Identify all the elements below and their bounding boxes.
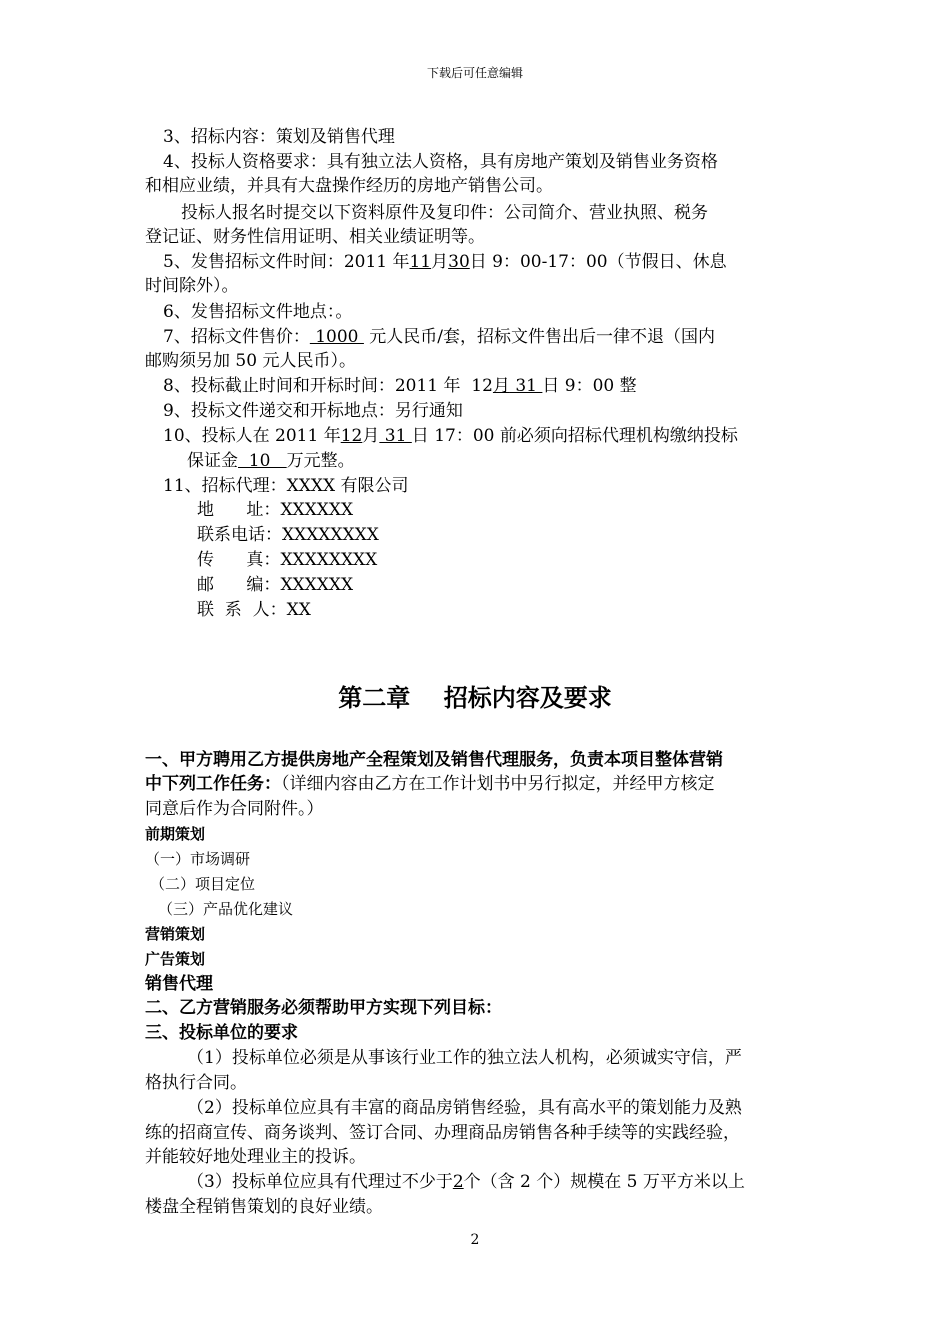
item-3: 3、招标内容：策划及销售代理 <box>163 127 395 147</box>
req3-line1 <box>187 1170 745 1194</box>
item-6: 6、发售招标文件地点：。 <box>163 302 353 322</box>
req3-count: 2 <box>452 1172 464 1192</box>
req3-line2: 楼盘全程销售策划的良好业绩。 <box>145 1197 383 1217</box>
req2-line1: （2）投标单位应具有丰富的商品房销售经验，具有高水平的策划能力及熟 <box>187 1098 742 1118</box>
sec2-p1-line3: 同意后作为合同附件。） <box>145 799 324 819</box>
contact-label: 地 址： <box>197 500 281 520</box>
contact-value: XXXXXXXX <box>280 550 378 570</box>
item-11: 11、招标代理：XXXX 有限公司 <box>163 476 409 496</box>
item-10-line1 <box>163 424 738 448</box>
sec2-p1-line1: 一、甲方聘用乙方提供房地产全程策划及销售代理服务，负责本项目整体营销 <box>145 750 723 770</box>
item-10-suffix: 日 17：00 前必须向招标代理机构缴纳投标 <box>411 426 738 446</box>
contact-value: XXXXXXXX <box>282 525 379 545</box>
item-10-month-suffix: 月 <box>362 426 380 446</box>
contact-address <box>197 498 353 522</box>
sales-agency-heading: 销售代理 <box>145 974 213 994</box>
pre-planning-heading: 前期策划 <box>145 825 206 843</box>
item-5-line2: 时间除外）。 <box>145 276 239 296</box>
contact-label: 联系电话： <box>197 525 282 545</box>
item-9: 9、投标文件递交和开标地点：另行通知 <box>163 401 463 421</box>
sub-product-optimization: （三）产品优化建议 <box>158 900 294 918</box>
contact-value: XXXXXX <box>280 575 354 595</box>
contact-value: XXXXXX <box>280 500 354 520</box>
item-5-month-suffix: 月 <box>431 252 449 272</box>
contact-person <box>197 598 311 622</box>
sub-project-positioning: （二）项目定位 <box>150 875 256 893</box>
item-7-price: 1000 <box>309 327 364 347</box>
docs-line2: 登记证、财务性信用证明、相关业绩证明等。 <box>145 227 485 247</box>
marketing-heading: 营销策划 <box>145 925 206 943</box>
item-8-prefix: 8、投标截止时间和开标时间：2011 年 12 <box>163 376 493 396</box>
item-8-suffix: 日 9：00 整 <box>542 376 637 396</box>
item-10-day: 31 <box>379 426 412 446</box>
sec2-p1-line2 <box>145 772 715 796</box>
item-10-deposit: 10 <box>238 451 287 471</box>
contact-label: 邮 编： <box>197 575 281 595</box>
item-7-line2: 邮购须另加 50 元人民币）。 <box>145 351 356 371</box>
item-7-suffix: 元人民币/套，招标文件售出后一律不退（国内 <box>363 327 716 347</box>
page-header: 下载后可任意编辑 <box>426 66 523 80</box>
sub-market-research: （一）市场调研 <box>145 850 251 868</box>
sec2-p1-normal: （详细内容由乙方在工作计划书中另行拟定，并经甲方核定 <box>281 774 715 794</box>
contact-value: XX <box>286 600 311 620</box>
req3-prefix: （3）投标单位应具有代理过不少于 <box>187 1172 453 1192</box>
contact-postcode <box>197 573 353 597</box>
page-number: 2 <box>470 1232 480 1248</box>
item-4-line1: 4、投标人资格要求：具有独立法人资格，具有房地产策划及销售业务资格 <box>163 152 718 172</box>
advertising-heading: 广告策划 <box>145 950 206 968</box>
req2-line3: 并能较好地处理业主的投诉。 <box>145 1147 366 1167</box>
req2-line2: 练的招商宣传、商务谈判、签订合同、办理商品房销售各种手续等的实践经验， <box>145 1123 740 1143</box>
item-10-prefix: 10、投标人在 2011 年 <box>163 426 341 446</box>
contact-label: 传 真： <box>197 550 281 570</box>
item-5-prefix: 5、发售招标文件时间：2011 年 <box>163 252 410 272</box>
item-4-line2: 和相应业绩，并具有大盘操作经历的房地产销售公司。 <box>145 176 553 196</box>
sec2-p3: 三、投标单位的要求 <box>145 1023 298 1043</box>
chapter-title: 第二章 招标内容及要求 <box>338 684 612 712</box>
item-8-day: 31 <box>509 376 543 396</box>
item-10-month: 12 <box>340 426 363 446</box>
item-10-line2 <box>187 449 355 473</box>
contact-label: 联 系 人： <box>197 600 287 620</box>
contact-fax <box>197 548 377 572</box>
contact-phone <box>197 523 379 547</box>
item-10-l2-prefix: 保证金 <box>187 451 238 471</box>
item-7-line1 <box>163 325 715 349</box>
item-5-month: 11 <box>409 252 432 272</box>
item-7-prefix: 7、招标文件售价： <box>163 327 310 347</box>
req3-suffix: 个（含 2 个）规模在 5 万平方米以上 <box>463 1172 745 1192</box>
item-10-l2-suffix: 万元整。 <box>286 451 355 471</box>
req1-line1: （1）投标单位必须是从事该行业工作的独立法人机构，必须诚实守信，严 <box>187 1048 742 1068</box>
sec2-p2: 二、乙方营销服务必须帮助甲方实现下列目标： <box>145 998 502 1018</box>
item-8 <box>163 374 637 398</box>
item-8-mid: 月 <box>492 376 510 396</box>
item-5-day: 30 <box>448 252 470 272</box>
sec2-p1-bold: 中下列工作任务： <box>145 774 281 794</box>
item-5-line1 <box>163 250 727 274</box>
req1-line2: 格执行合同。 <box>145 1073 247 1093</box>
docs-line1: 投标人报名时提交以下资料原件及复印件：公司简介、营业执照、税务 <box>181 203 708 223</box>
item-5-suffix: 日 9：00-17：00（节假日、休息 <box>469 252 727 272</box>
